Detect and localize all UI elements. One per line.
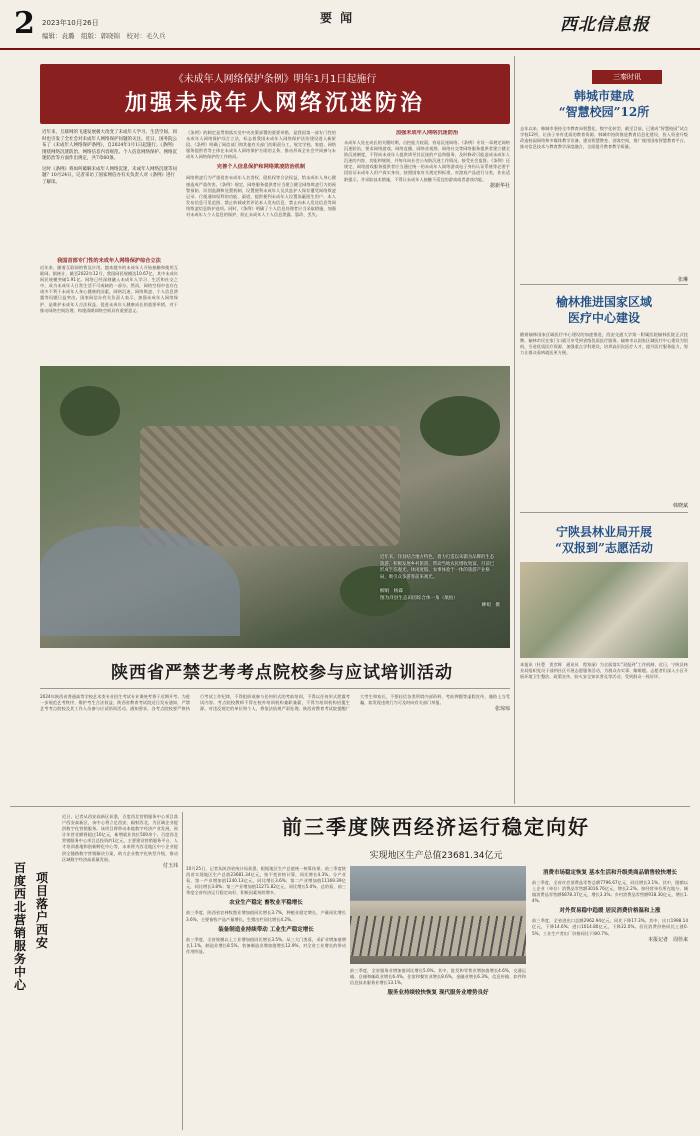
baidu-title-line-2: 项目落户西安 bbox=[36, 871, 49, 950]
body-text: 前三季度，陕西省农林牧渔业增加值同比增长3.7%，种植业稳定增长，产量同比增长3.6%，主要畜牧产品产量增长，生猪出栏同比增长4.2%。 bbox=[186, 910, 346, 922]
economy-subhead: 实现地区生产总值23681.34亿元 bbox=[369, 851, 503, 861]
body-text: 近日，记者从西安高新区获悉，百度西北营销服务中心项目落户西安高新区，该中心将立足西安、辐射西北，为区域企业提供数字化营销服务。该项目将带动本地数字经济产业发展，预计年营业额将超过10亿元，新增就业岗位500余个。百度西北营销服务中心项目总投资约1亿元，主要建设营销服务平台、人才培训基地和创新孵化中心等，未来将为西北地区中小企业提供全链路数字营销解决方案，助力企业数字化转型升级，推动区域数字经济高质量发展。 bbox=[62, 814, 178, 862]
story-headline-line-1: 榆林推进国家区域 bbox=[555, 295, 652, 309]
right-story-1 bbox=[520, 88, 688, 283]
credit-names: 柳娟 杨霖 bbox=[380, 589, 403, 594]
divider bbox=[40, 688, 510, 689]
credit-photographer: 柳娟 摄 bbox=[481, 603, 500, 608]
photo-tree bbox=[420, 396, 500, 456]
photo-credit bbox=[380, 588, 500, 609]
body-text: 近年来，随着互联网的普及应用，越来越多的未成年人开始接触和使用互联网。据统计，截至2022年12月，我国网民规模达10.67亿，其中未成年网民规模突破1.91亿。网络已经深刻融入未成年人学习、生活和社交之中，成为未成年人日常生活不可或缺的一部分。然而，网络空间中也存在诸多不利于未成年人身心健康的因素，网络沉迷、网络欺凌、个人信息泄露等问题日益突出。国家网信办有关负责人表示，加强未成年人网络保护，是维护未成年人合法权益、促进未成年人健康成长的重要举措，对于推动网络空间治理、构建清朗网络空间具有重要意义。 bbox=[40, 265, 178, 313]
byline: 张琼琼 bbox=[494, 706, 510, 713]
story-headline-line-1: 宁陕县林业局开展 bbox=[555, 525, 652, 539]
subhead: 消费市场稳定恢复 基本生活和升级类商品销售较快增长 bbox=[543, 870, 677, 876]
credit-desc: 图为洋县生态田园综合体一角（航拍） bbox=[380, 596, 459, 601]
economy-headline: 前三季度陕西经济运行稳定向好 bbox=[282, 815, 590, 839]
header-rule bbox=[0, 48, 700, 50]
section-name: 要 闻 bbox=[320, 11, 355, 25]
economy-col1 bbox=[186, 866, 346, 1130]
economy-col3 bbox=[532, 866, 688, 1130]
body-text: 未成年人处在成长的关键时期，自控能力较弱，容易沉迷网络。《条例》专设一章规定网络沉迷防治，要求网络游戏、网络直播、网络音视频、网络社交等网络服务提供者建立健全防沉迷制度，不得向未成年人提供诱导其沉迷的产品和服务，及时修改可能造成未成年人沉迷的内容、功能和规则，并每年向社会公布防沉迷工作情况，接受社会监督。《条例》还规定，网络游戏服务提供者应当通过统一的未成年人网络游戏电子身份认证系统等必要手段验证未成年人用户真实身份，按照国家有关规定和标准，对游戏产品进行分类，作出适龄提示，并采取技术措施，不得让未成年人接触不适宜的游戏或者游戏功能。 bbox=[344, 140, 510, 182]
body-text: 前三季度，全省服务业增加值同比增长5.0%。其中，批发和零售业增加值增长4.6%，交通运输、仓储和邮政业增长6.4%，住宿和餐饮业增长8.6%，金融业增长6.3%，信息传输、软件和信息技术服务业增长13.1%。 bbox=[350, 968, 526, 986]
right-story-3 bbox=[520, 524, 688, 812]
body-text: 10月25日，记者从陕西省统计局获悉，根据地区生产总值统一核算结果，前三季度陕西省实现地区生产总值23681.34亿元，按不变价格计算，同比增长4.3%。分产业看，第一产业增加值1240.13亿元，同比增长3.6%；第二产业增加值11169.39亿元，同比增长3.8%；第三产业增加值11271.82亿元，同比增长5.0%。总的看，前三季度全省经济运行稳定向好，积极因素持续增多。 bbox=[186, 866, 346, 896]
divider bbox=[182, 812, 183, 1130]
body-text: 《条例》的制定是贯彻落实党中央决策部署的重要举措，是我国第一部专门性的未成年人网络保护综合立法，标志着我国未成年人网络保护法治建设进入新阶段。《条例》明确了网信部门和其他有关部门的职责分工，规定学校、家庭、网络服务提供者等主体在未成年人网络保护方面的义务，推动形成全社会共同参与未成年人网络保护的工作格局。 bbox=[186, 130, 336, 160]
subhead-2: 完善个人信息保护和网络欺凌防治机制 bbox=[216, 164, 306, 171]
page-number: 2 bbox=[14, 6, 35, 41]
newspaper-logo: 西北信息报 bbox=[560, 15, 650, 35]
story-headline-line-1: 韩城市建成 bbox=[573, 89, 634, 103]
train-photo bbox=[350, 866, 526, 964]
lead-col1 bbox=[40, 258, 178, 365]
byline: 韩晓斌 bbox=[672, 503, 688, 509]
subhead: 服务业持续较快恢复 现代服务业增势良好 bbox=[387, 990, 489, 997]
issue-date: 2023年10月26日 bbox=[42, 19, 99, 27]
body-text: 前三季度，全省进出口总额2962.94亿元，同比下降17.3%。其中，出口1998.14亿元，下降14.6%；进口1014.80亿元，下降22.0%。居民消费价格同比上涨0.5%，工业生产者出厂价格同比下降0.7%。 bbox=[532, 918, 688, 936]
economy-col2 bbox=[350, 968, 526, 1130]
body-text: 随着榆林国家区域医疗中心建设的加速推进，西安交通大学第一附属医院榆林医院正式挂牌，榆林市民在家门口就可享受到省级优质医疗服务。榆林市以国家区域医疗中心建设为契机，引进优质医疗资源，加强重点学科建设，培养高层次医疗人才，提升医疗服务能力，努力让群众看病就医更方便。 bbox=[520, 332, 688, 356]
volunteer-photo bbox=[520, 562, 688, 658]
body-text: 前三季度，全省规模以上工业增加值同比增长3.5%。从三大门类看，采矿业增加值增长1.1%，制造业增长8.5%，装备制造业增加值增长12.9%，对全省工业增长的带动作用明显。 bbox=[186, 936, 346, 954]
art-story-body bbox=[40, 694, 510, 802]
baidu-title-line-1: 百度西北营销服务中心 bbox=[14, 861, 27, 992]
subhead: 农业生产稳定 畜牧业平稳增长 bbox=[229, 900, 303, 907]
art-story-headline: 陕西省严禁艺考考点院校参与应试培训活动 bbox=[111, 663, 453, 683]
story-headline-line-2: “智慧校园”12所 bbox=[558, 105, 650, 119]
subhead-1: 我国首部专门性的未成年人网络保护综合立法 bbox=[57, 258, 161, 264]
story-headline-line-2: “双报到”志愿活动 bbox=[555, 541, 653, 555]
body-text: 前三季度，全省社会消费品零售总额7796.67亿元，同比增长3.1%。其中，限额以上企业（单位）消费品零售额3016.76亿元，增长2.2%。按经营单位所在地分，城镇消费品零售额6878.37亿元，增长3.3%；乡村消费品零售额918.30亿元，增长1.4%。 bbox=[532, 880, 688, 904]
lead-intro bbox=[42, 130, 178, 186]
story-headline-line-2: 医疗中心建设 bbox=[567, 311, 640, 325]
lead-intro-text: 近年来，互联网的飞速发展极大改变了未成年人学习、生活空间，同时也引发了全社会对未成年人网络保护问题的关注。近日，国务院公布了《未成年人网络保护条例》，自2024年1月1日起施行。《条例》围绕网络沉迷防治、网络信息内容规范、个人信息网络保护、网络沉迷防治等方面作出规定，共7章60条。 bbox=[42, 130, 177, 161]
body-text: 去年以来，韩城市坚持全市教育向智慧化、数字化转型，截至目前，已建成“智慧校园”试点学校12所，让孩子享有优质的教育资源。韩城市持续推进教育信息化建设，投入资金升级改造校园网络和多媒体教学设备，建设智慧教室、创客空间，推广使用国家智慧教育平台，推动信息技术与教育教学深度融合，全面提升教育教学质量。 bbox=[520, 126, 688, 150]
lead-intro-text-2: 这时《条例》将如何破解未成年人网络沉迷、未成年人网络沉迷等问题？10月24日，记者采访了国家网信办有关负责人对《条例》进行了解读。 bbox=[42, 166, 177, 185]
divider bbox=[514, 56, 515, 804]
subhead: 装备制造业持续带动 工业生产稳定增长 bbox=[218, 926, 314, 933]
body-text: 网络欺凌行为严重侵害未成年人名誉权、隐私权等合法权益，给未成年人身心健康造成严重伤害。《条例》规定，网络服务提供者应当建立健全网络欺凌行为的预警预防、识别监测和处置机制，设置便利未成年人及其监护人保存遭受网络欺凌记录、行使通知权利的功能、渠道，提供便利未成年人设置屏蔽陌生用户、本人发布信息可见范围、禁止转载或者评论本人发布信息、禁止向本人发送信息等网络欺凌信息防护选项。同时，《条例》明确了个人信息处理者应当采取措施，加强对未成年人个人信息的保护，防止未成年人个人信息泄露、篡改、丢失。 bbox=[186, 175, 336, 218]
photo-tree bbox=[60, 386, 120, 436]
baidu-title bbox=[10, 862, 64, 1002]
editor-credits: 编辑：袁璐 组版：郭晓锦 校对：毛久兵 bbox=[42, 32, 166, 40]
byline: 本报记者 周佳来 bbox=[647, 936, 688, 943]
right-story-2 bbox=[520, 294, 688, 509]
divider bbox=[520, 284, 688, 285]
lead-col2 bbox=[186, 130, 336, 365]
lead-headline: 加强未成年人网络沉迷防治 bbox=[124, 90, 425, 116]
subhead: 对外贸易稳中趋缓 居民消费价格温和上涨 bbox=[559, 908, 661, 915]
photo-rails bbox=[350, 916, 526, 956]
divider bbox=[520, 512, 688, 513]
lead-col3 bbox=[344, 130, 510, 365]
baidu-body bbox=[62, 814, 178, 1130]
subhead-3: 加强未成年人网络沉迷防治 bbox=[395, 130, 459, 136]
body-text: 本报讯（杜甍 贺彦辉 通讯员 程家丽）为全面落实“双报到”工作机制，近日，宁陕县林业局组织党员干部到社区开展志愿服务活动，为群众办实事、解难题。志愿者们深入小区开展环境卫生整治、政策宣传、防火安全知识普及等活动，受到群众一致好评。 bbox=[520, 662, 688, 680]
lead-kicker: 《未成年人网络保护条例》明年1月1日起施行 bbox=[173, 74, 377, 85]
column-tab: 三秦时讯 bbox=[592, 70, 662, 84]
byline: 付玉玮 bbox=[162, 862, 178, 869]
byline: 据新华社 bbox=[489, 182, 510, 189]
body-text: 2024年陕西省普通高等学校艺术类专业招生考试专业课统考将于近期开考。为进一步规范艺考秩序，维护考生合法权益，陕西省教育考试院近日发布通知，严禁艺考考点院校及其工作人员参与应试培训活动。通知要求，各考点院校要严格执行考试工作纪律，不得组织或参与任何形式的考前培训，不得以任何形式泄露考试内容。考点院校教师不得在校外培训机构兼职兼薪，不得为培训机构招揽生源。对违反规定的单位和个人，将依法依规严肃处理。陕西省教育考试院提醒广大考生和家长，不要轻信各类所谓内部资料、考前押题等虚假宣传，谨防上当受骗，如发现违规行为可及时向有关部门举报。 bbox=[40, 694, 510, 712]
photo-caption: 近年来，洋县结合地方特色，着力打造以朱鹮为品牌的生态旅游，积极发展乡村旅游，带动当地农民增收致富。目前已形成生态观光、休闲度假、农事体验于一体的旅游产业格局，吸引众多游客前来观光。 bbox=[380, 555, 495, 580]
byline: 张琳 bbox=[677, 277, 688, 283]
photo-buildings bbox=[140, 426, 400, 546]
